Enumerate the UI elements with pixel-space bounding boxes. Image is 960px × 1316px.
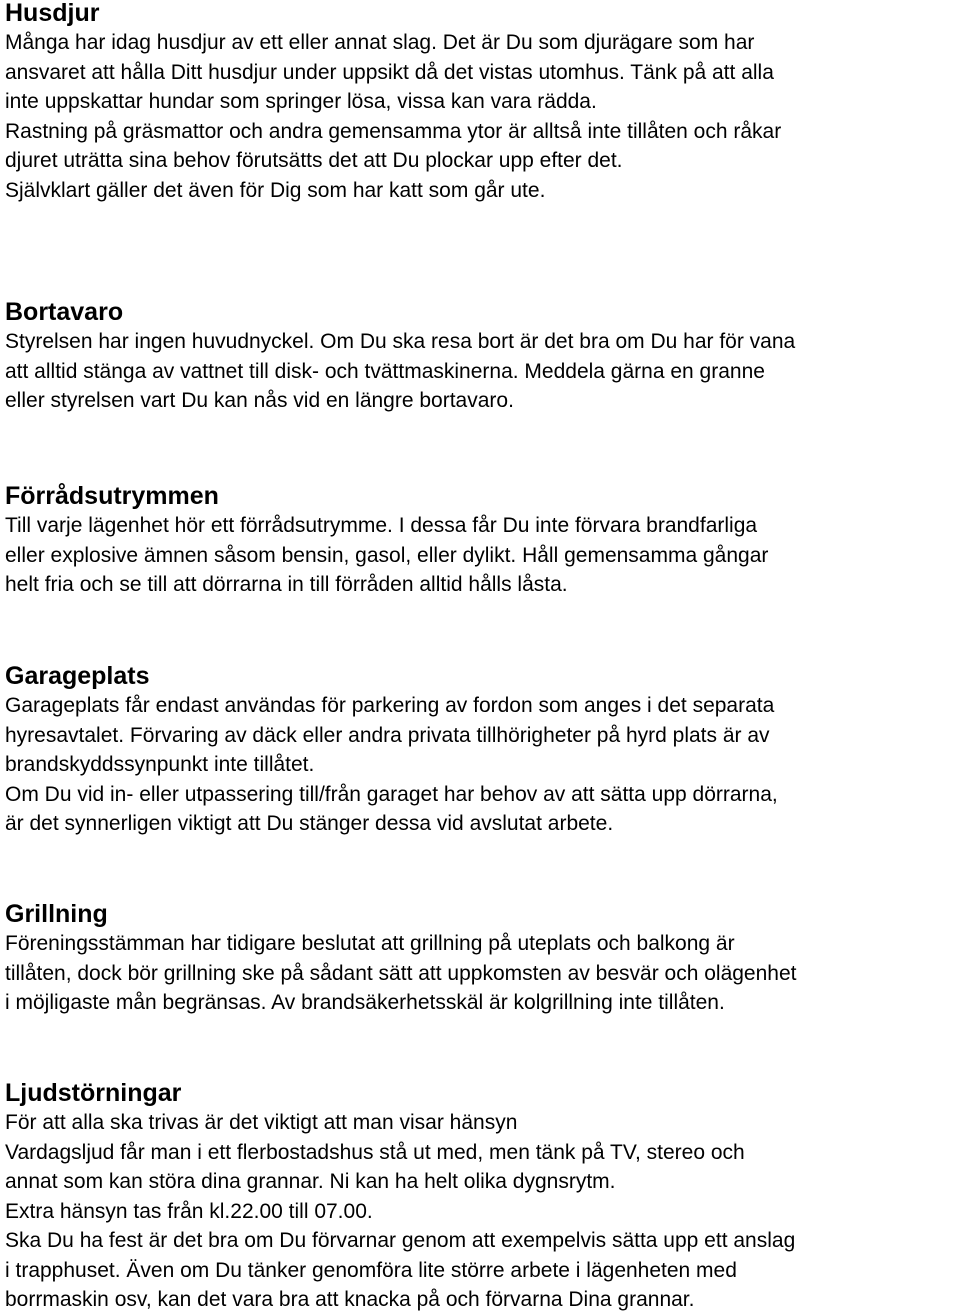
section-bortavaro xyxy=(5,297,957,416)
text-line: Vardagsljud får man i ett flerbostadshus stå ut med, men tänk på TV, stereo och xyxy=(5,1140,745,1164)
section-body xyxy=(5,929,957,1018)
text-line: Många har idag husdjur av ett eller annat slag. Det är Du som djurägare som har xyxy=(5,31,755,54)
section-body xyxy=(5,691,957,839)
text-line: Om Du vid in- eller utpassering till/från garaget har behov av att sätta upp dörrarna, xyxy=(5,782,778,806)
section-garageplats xyxy=(5,661,957,839)
text-line: eller styrelsen vart Du kan nås vid en längre bortavaro. xyxy=(5,389,514,412)
text-line: i möjligaste mån begränsas. Av brandsäkerhetsskäl är kolgrillning inte tillåten. xyxy=(5,991,725,1014)
section-body xyxy=(5,327,957,416)
text-line: hyresavtalet. Förvaring av däck eller andra privata tillhörigheter på hyrd plats är av xyxy=(5,723,770,747)
section-body xyxy=(5,28,957,205)
text-line: annat som kan störa dina grannar. Ni kan ha helt olika dygnsrytm. xyxy=(5,1170,616,1193)
text-line: tillåten, dock bör grillning ske på sådant sätt att uppkomsten av besvär och olägenhet xyxy=(5,961,797,985)
text-line: Självklart gäller det även för Dig som har katt som går ute. xyxy=(5,178,546,202)
text-line: Ska Du ha fest är det bra om Du förvarnar genom att exempelvis sätta upp ett anslag xyxy=(5,1229,796,1252)
section-ljudstorningar xyxy=(5,1078,957,1315)
section-heading: Garageplats xyxy=(5,662,150,690)
text-line: Styrelsen har ingen huvudnyckel. Om Du ska resa bort är det bra om Du har för vana xyxy=(5,330,796,353)
section-body xyxy=(5,1108,957,1315)
text-line: i trapphuset. Även om Du tänker genomföra lite större arbete i lägenheten med xyxy=(5,1258,737,1282)
text-line: Rastning på gräsmattor och andra gemensamma ytor är alltså inte tillåten och råkar xyxy=(5,119,782,143)
section-heading: Grillning xyxy=(5,900,108,928)
text-line: helt fria och se till att dörrarna in till förråden alltid hålls låsta. xyxy=(5,573,568,596)
text-line: inte uppskattar hundar som springer lösa, vissa kan vara rädda. xyxy=(5,90,597,113)
text-line: Till varje lägenhet hör ett förrådsutrymme. I dessa får Du inte förvara brandfarliga xyxy=(5,514,758,537)
section-heading: Ljudstörningar xyxy=(5,1079,182,1107)
text-line: borrmaskin osv, kan det vara bra att knacka på och förvarna Dina grannar. xyxy=(5,1288,695,1311)
text-line: eller explosive ämnen såsom bensin, gasol, eller dylikt. Håll gemensamma gångar xyxy=(5,543,769,567)
text-line: djuret uträtta sina behov förutsätts det att Du plockar upp efter det. xyxy=(5,149,623,172)
text-line: Föreningsstämman har tidigare beslutat att grillning på uteplats och balkong är xyxy=(5,932,735,955)
text-line: att alltid stänga av vattnet till disk- och tvättmaskinerna. Meddela gärna en granne xyxy=(5,359,765,383)
section-husdjur xyxy=(5,0,957,205)
text-line: brandskyddssynpunkt inte tillåtet. xyxy=(5,753,315,776)
section-heading: Förrådsutrymmen xyxy=(5,482,219,510)
text-line: Extra hänsyn tas från kl.22.00 till 07.00. xyxy=(5,1199,373,1223)
section-forradsutrymmen xyxy=(5,481,957,600)
section-body xyxy=(5,511,957,600)
text-line: Garageplats får endast användas för parkering av fordon som anges i det separata xyxy=(5,694,775,717)
section-heading: Bortavaro xyxy=(5,298,124,326)
text-line: ansvaret att hålla Ditt husdjur under uppsikt då det vistas utomhus. Tänk på att alla xyxy=(5,60,774,84)
section-heading: Husdjur xyxy=(5,0,100,27)
text-line: är det synnerligen viktigt att Du stänger dessa vid avslutat arbete. xyxy=(5,812,614,835)
section-grillning xyxy=(5,899,957,1018)
text-line: För att alla ska trivas är det viktigt att man visar hänsyn xyxy=(5,1111,518,1134)
